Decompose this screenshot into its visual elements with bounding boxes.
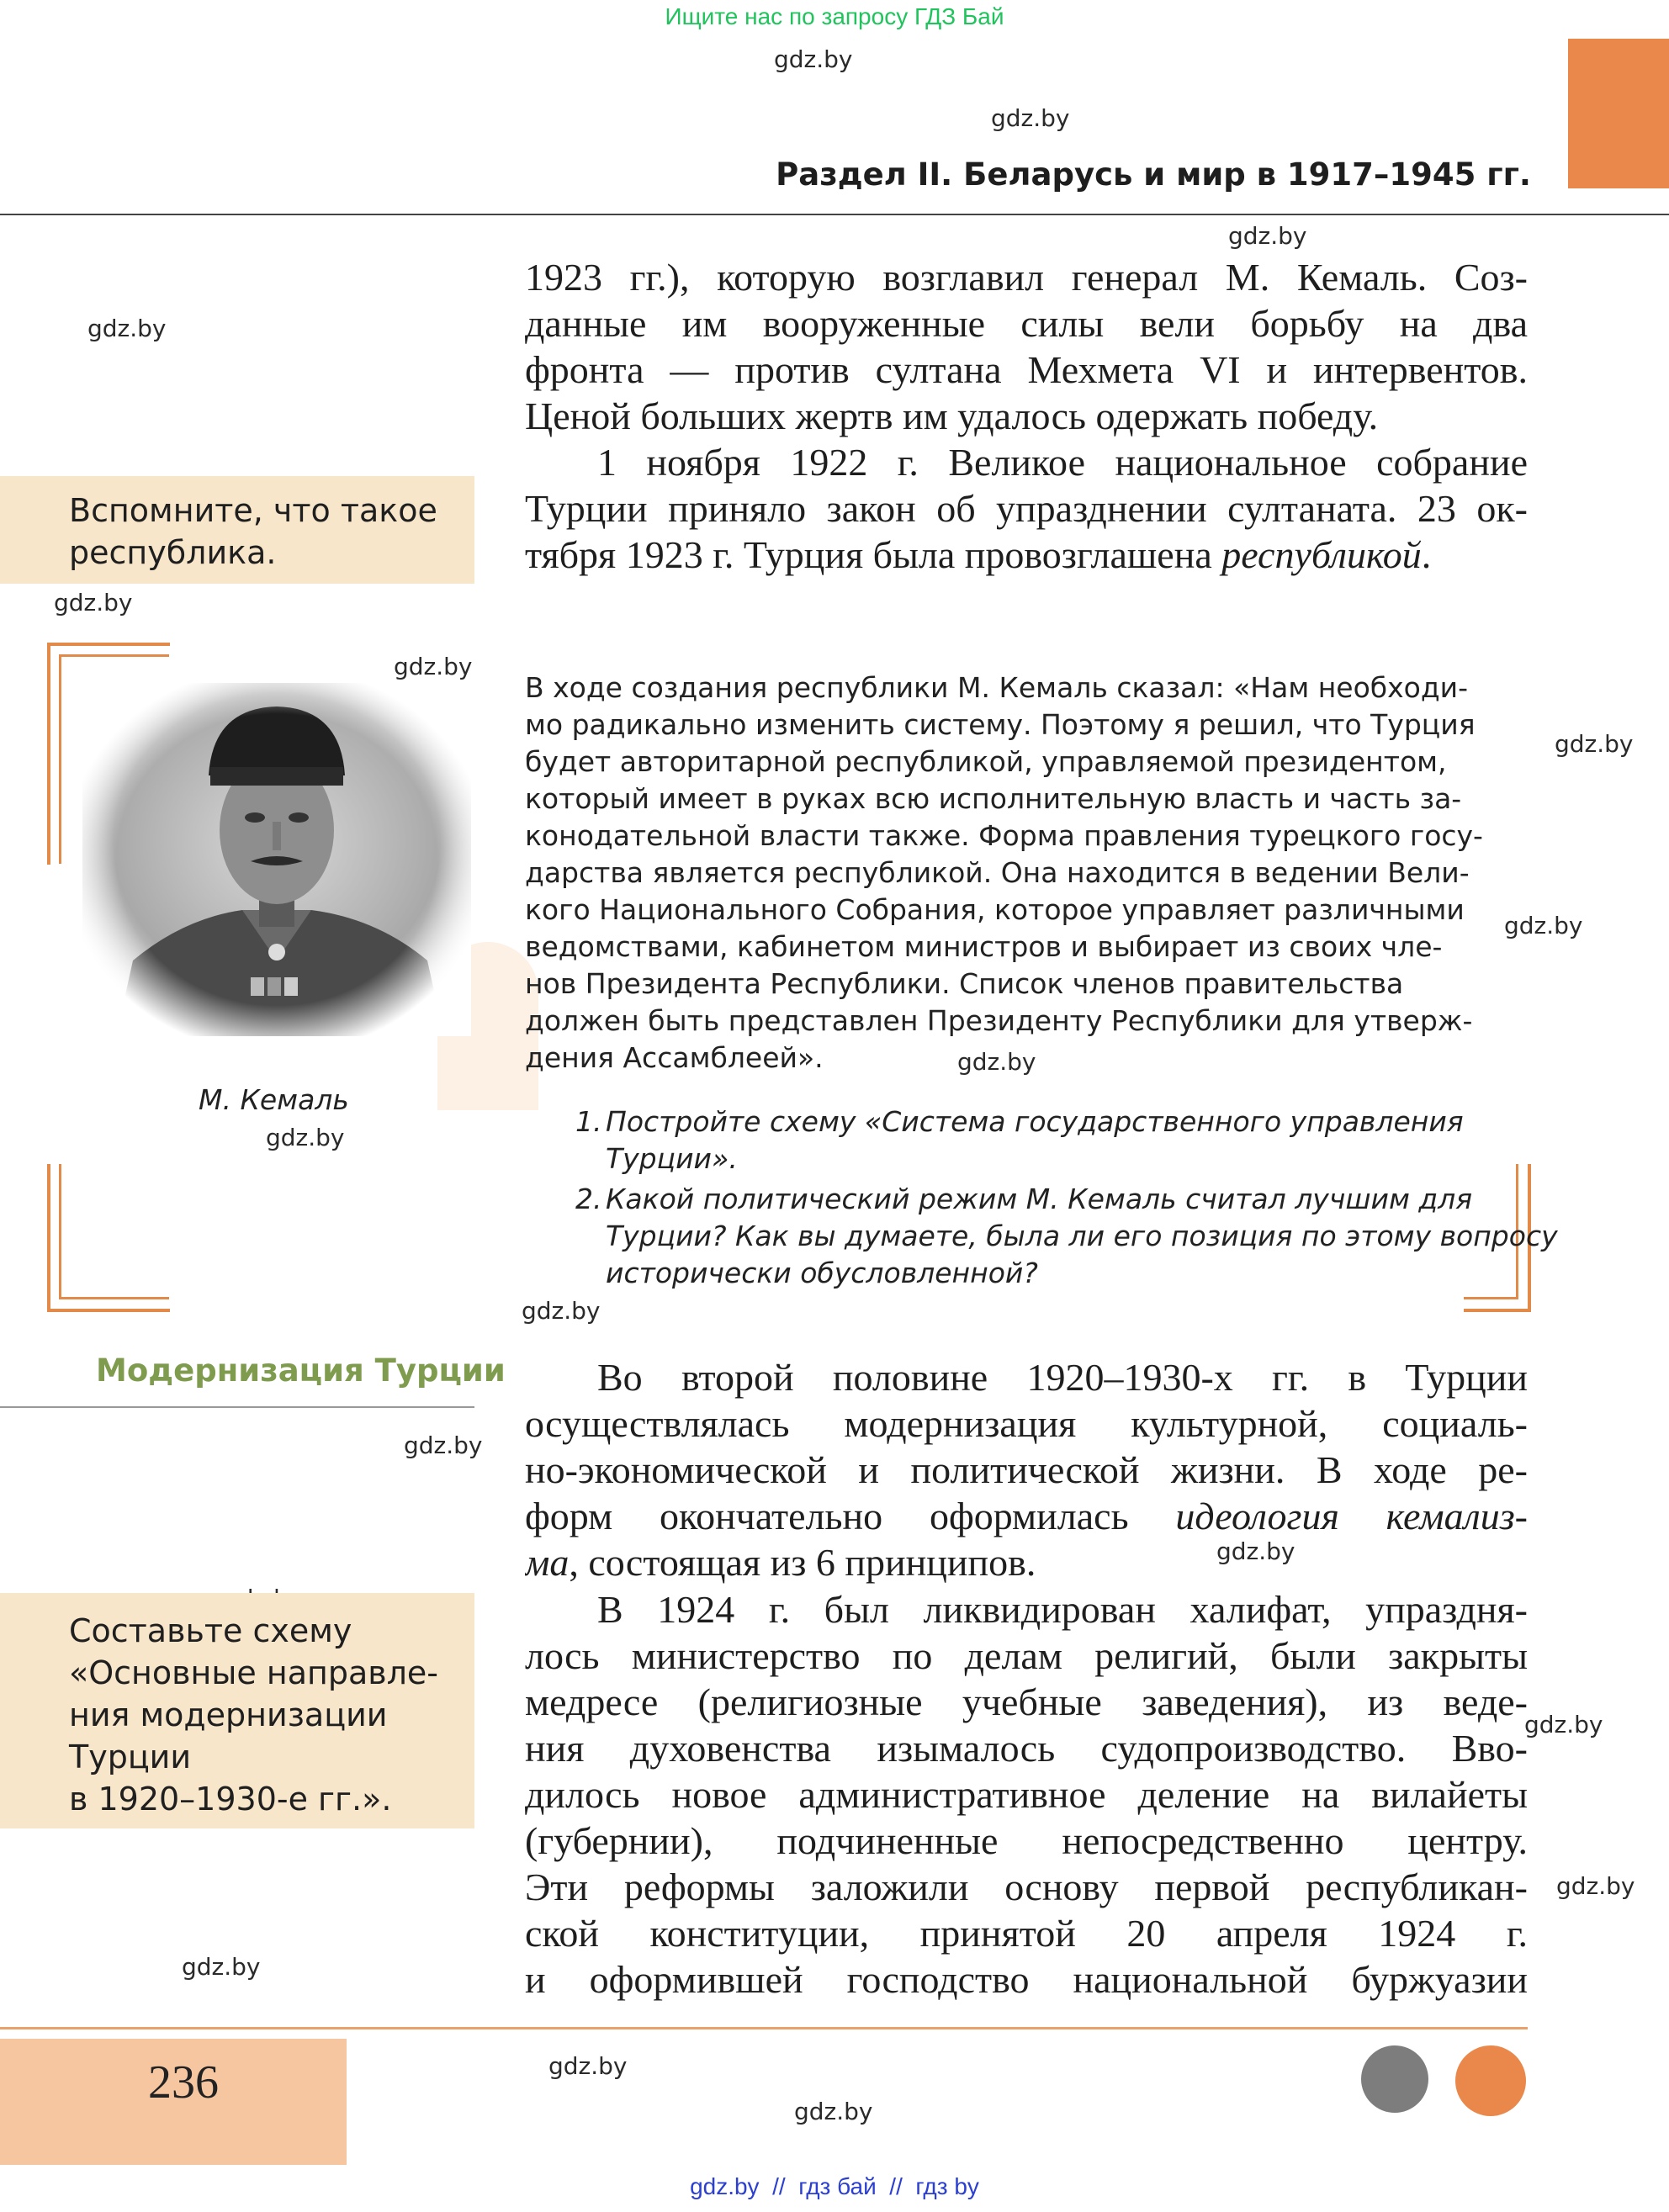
- text-line: осуществлялась модернизация культурной, социаль-: [525, 1402, 1528, 1445]
- text-line: [525, 1539, 1528, 1585]
- section-title: Раздел II. Беларусь и мир в 1917–1945 гг.: [776, 156, 1531, 193]
- quote-line: дения Ассамблеей».: [525, 1041, 824, 1074]
- watermark: gdz.by: [394, 653, 473, 680]
- text-fragment: форм окончательно оформилась: [525, 1495, 1176, 1537]
- orange-dot-icon: [1455, 2045, 1526, 2116]
- question-number: 1.: [575, 1105, 602, 1138]
- page-number: 236: [148, 2056, 219, 2109]
- text-line: Турции приняло закон об упразднении султаната. 23 ок-: [525, 487, 1528, 530]
- top-banner[interactable]: Ищите нас по запросу ГДЗ Бай: [665, 3, 1004, 29]
- header-rule: [0, 214, 1669, 215]
- paragraph-2: [525, 439, 1528, 578]
- text-fragment: , состоящая из 6 принципов.: [569, 1541, 1036, 1584]
- text-line: лось министерство по делам религий, были закрыты: [525, 1634, 1528, 1677]
- term-republic: республикой: [1221, 533, 1422, 576]
- term-kemalism: идеология кемализ-: [1175, 1495, 1528, 1537]
- kemal-quote: [525, 669, 1487, 1077]
- quote-line: должен быть представлен Президенту Республики для утверж-: [525, 1004, 1473, 1037]
- text-line: и оформившей господство национальной буржуазии: [525, 1958, 1528, 2001]
- quote-line: дарства является республикой. Она находится в ведении Вели-: [525, 856, 1470, 889]
- header-accent-tab: [1568, 39, 1669, 188]
- term-kemalism-end: ма: [525, 1541, 570, 1584]
- quote-line: ведомствами, кабинетом министров и выбирает из своих чле-: [525, 930, 1443, 963]
- sidebar-remember-box: [0, 476, 474, 584]
- quote-line: В ходе создания республики М. Кемаль сказал: «Нам необходи-: [525, 671, 1469, 704]
- watermark: gdz.by: [957, 1048, 1036, 1076]
- sidebar-line: республика.: [69, 534, 277, 571]
- watermark: gdz.by: [182, 1953, 261, 1981]
- modernization-heading: Модернизация Турции: [96, 1352, 506, 1389]
- quote-line: который имеет в руках всю исполнительную власть и часть за-: [525, 782, 1462, 815]
- question-item: [575, 1181, 1558, 1292]
- text-line: ской конституции, принятой 20 апреля 1924 г.: [525, 1912, 1528, 1955]
- text-line: дилось новое административное деление на вилайеты: [525, 1773, 1528, 1816]
- text-line: 1 ноября 1922 г. Великое национальное собрание: [597, 441, 1528, 484]
- watermark: gdz.by: [1228, 222, 1307, 250]
- sidebar-line: в 1920–1930-е гг.».: [69, 1781, 392, 1818]
- watermark: gdz.by: [1555, 730, 1634, 758]
- text-line: Эти реформы заложили основу первой республикан-: [525, 1865, 1528, 1908]
- question-line: Турции».: [606, 1142, 738, 1175]
- watermark: gdz.by: [404, 1431, 483, 1459]
- sidebar-task-box: [0, 1593, 474, 1828]
- watermark: gdz.by: [522, 1297, 601, 1325]
- text-line: В 1924 г. был ликвидирован халифат, упраздня-: [597, 1588, 1528, 1631]
- quote-line: будет авторитарной республикой, управляемой президентом,: [525, 745, 1447, 778]
- sidebar-line: Турции: [69, 1738, 192, 1775]
- quote-line: кого Национального Собрания, которое управляет различными: [525, 893, 1465, 926]
- watermark: gdz.by: [266, 1124, 345, 1151]
- gray-dot-icon: [1361, 2045, 1428, 2113]
- text-line: медресе (религиозные учебные заведения), из веде-: [525, 1680, 1528, 1723]
- question-number: 2.: [575, 1183, 602, 1215]
- frame-corner: [59, 1164, 169, 1299]
- watermark: gdz.by: [1556, 1872, 1635, 1900]
- photo-caption: М. Кемаль: [199, 1083, 349, 1116]
- portrait-icon: [82, 683, 471, 1036]
- text-fragment: тября 1923 г. Турция была провозглашена: [525, 533, 1222, 576]
- sidebar-line: Составьте схему: [69, 1612, 352, 1649]
- text-line: фронта — против султана Мехмета VI и интервентов.: [525, 348, 1528, 391]
- sidebar-line: «Основные направле-: [69, 1654, 439, 1691]
- quote-line: мо радикально изменить систему. Поэтому я решил, что Турция: [525, 708, 1476, 741]
- questions-list: [575, 1103, 1558, 1292]
- text-line: [525, 1493, 1528, 1539]
- question-line: Какой политический режим М. Кемаль считал лучшим для: [606, 1183, 1473, 1215]
- text-line: ния духовенства изымалось судопроизводство. Вво-: [525, 1727, 1528, 1770]
- question-item: [575, 1103, 1492, 1177]
- paragraph-3: [525, 1354, 1528, 1585]
- question-line: Постройте схему «Система государственного управления: [606, 1105, 1464, 1138]
- heading-rule: [0, 1406, 474, 1408]
- text-line: [525, 532, 1528, 578]
- question-line: исторически обусловленной?: [606, 1257, 1038, 1289]
- paragraph-1: [525, 254, 1528, 439]
- watermark: gdz.by: [1504, 912, 1583, 939]
- footer-links[interactable]: gdz.by // гдз бай // гдз by: [690, 2173, 979, 2199]
- watermark: gdz.by: [774, 45, 853, 73]
- watermark: gdz.by: [548, 2052, 628, 2080]
- text-line: Во второй половине 1920–1930-х гг. в Турции: [597, 1356, 1528, 1399]
- text-line: 1923 гг.), которую возглавил генерал М. Кемаль. Соз-: [525, 256, 1528, 299]
- quote-line: конодательной власти также. Форма правления турецкого госу-: [525, 819, 1483, 852]
- watermark: gdz.by: [794, 2098, 873, 2125]
- watermark: gdz.by: [87, 315, 167, 342]
- text-line: но-экономической и политической жизни. В ходе ре-: [525, 1448, 1528, 1491]
- sidebar-line: ния модернизации: [69, 1696, 388, 1733]
- text-fragment: .: [1421, 533, 1432, 576]
- text-line: Ценой больших жертв им удалось одержать победу.: [525, 394, 1379, 437]
- watermark: gdz.by: [54, 589, 133, 617]
- footer-rule: [0, 2027, 1528, 2029]
- watermark: gdz.by: [991, 104, 1070, 132]
- quote-line: нов Президента Республики. Список членов правительства: [525, 967, 1404, 1000]
- watermark: gdz.by: [1524, 1711, 1603, 1738]
- paragraph-4: [525, 1586, 1528, 2003]
- portrait-photo: [82, 683, 471, 1036]
- watermark: gdz.by: [1216, 1537, 1295, 1565]
- question-line: Турции? Как вы думаете, была ли его позиция по этому вопросу: [606, 1220, 1558, 1252]
- text-line: данные им вооруженные силы вели борьбу на два: [525, 302, 1528, 345]
- sidebar-line: Вспомните, что такое: [69, 492, 437, 529]
- text-line: (губернии), подчиненные непосредственно центру.: [525, 1819, 1528, 1862]
